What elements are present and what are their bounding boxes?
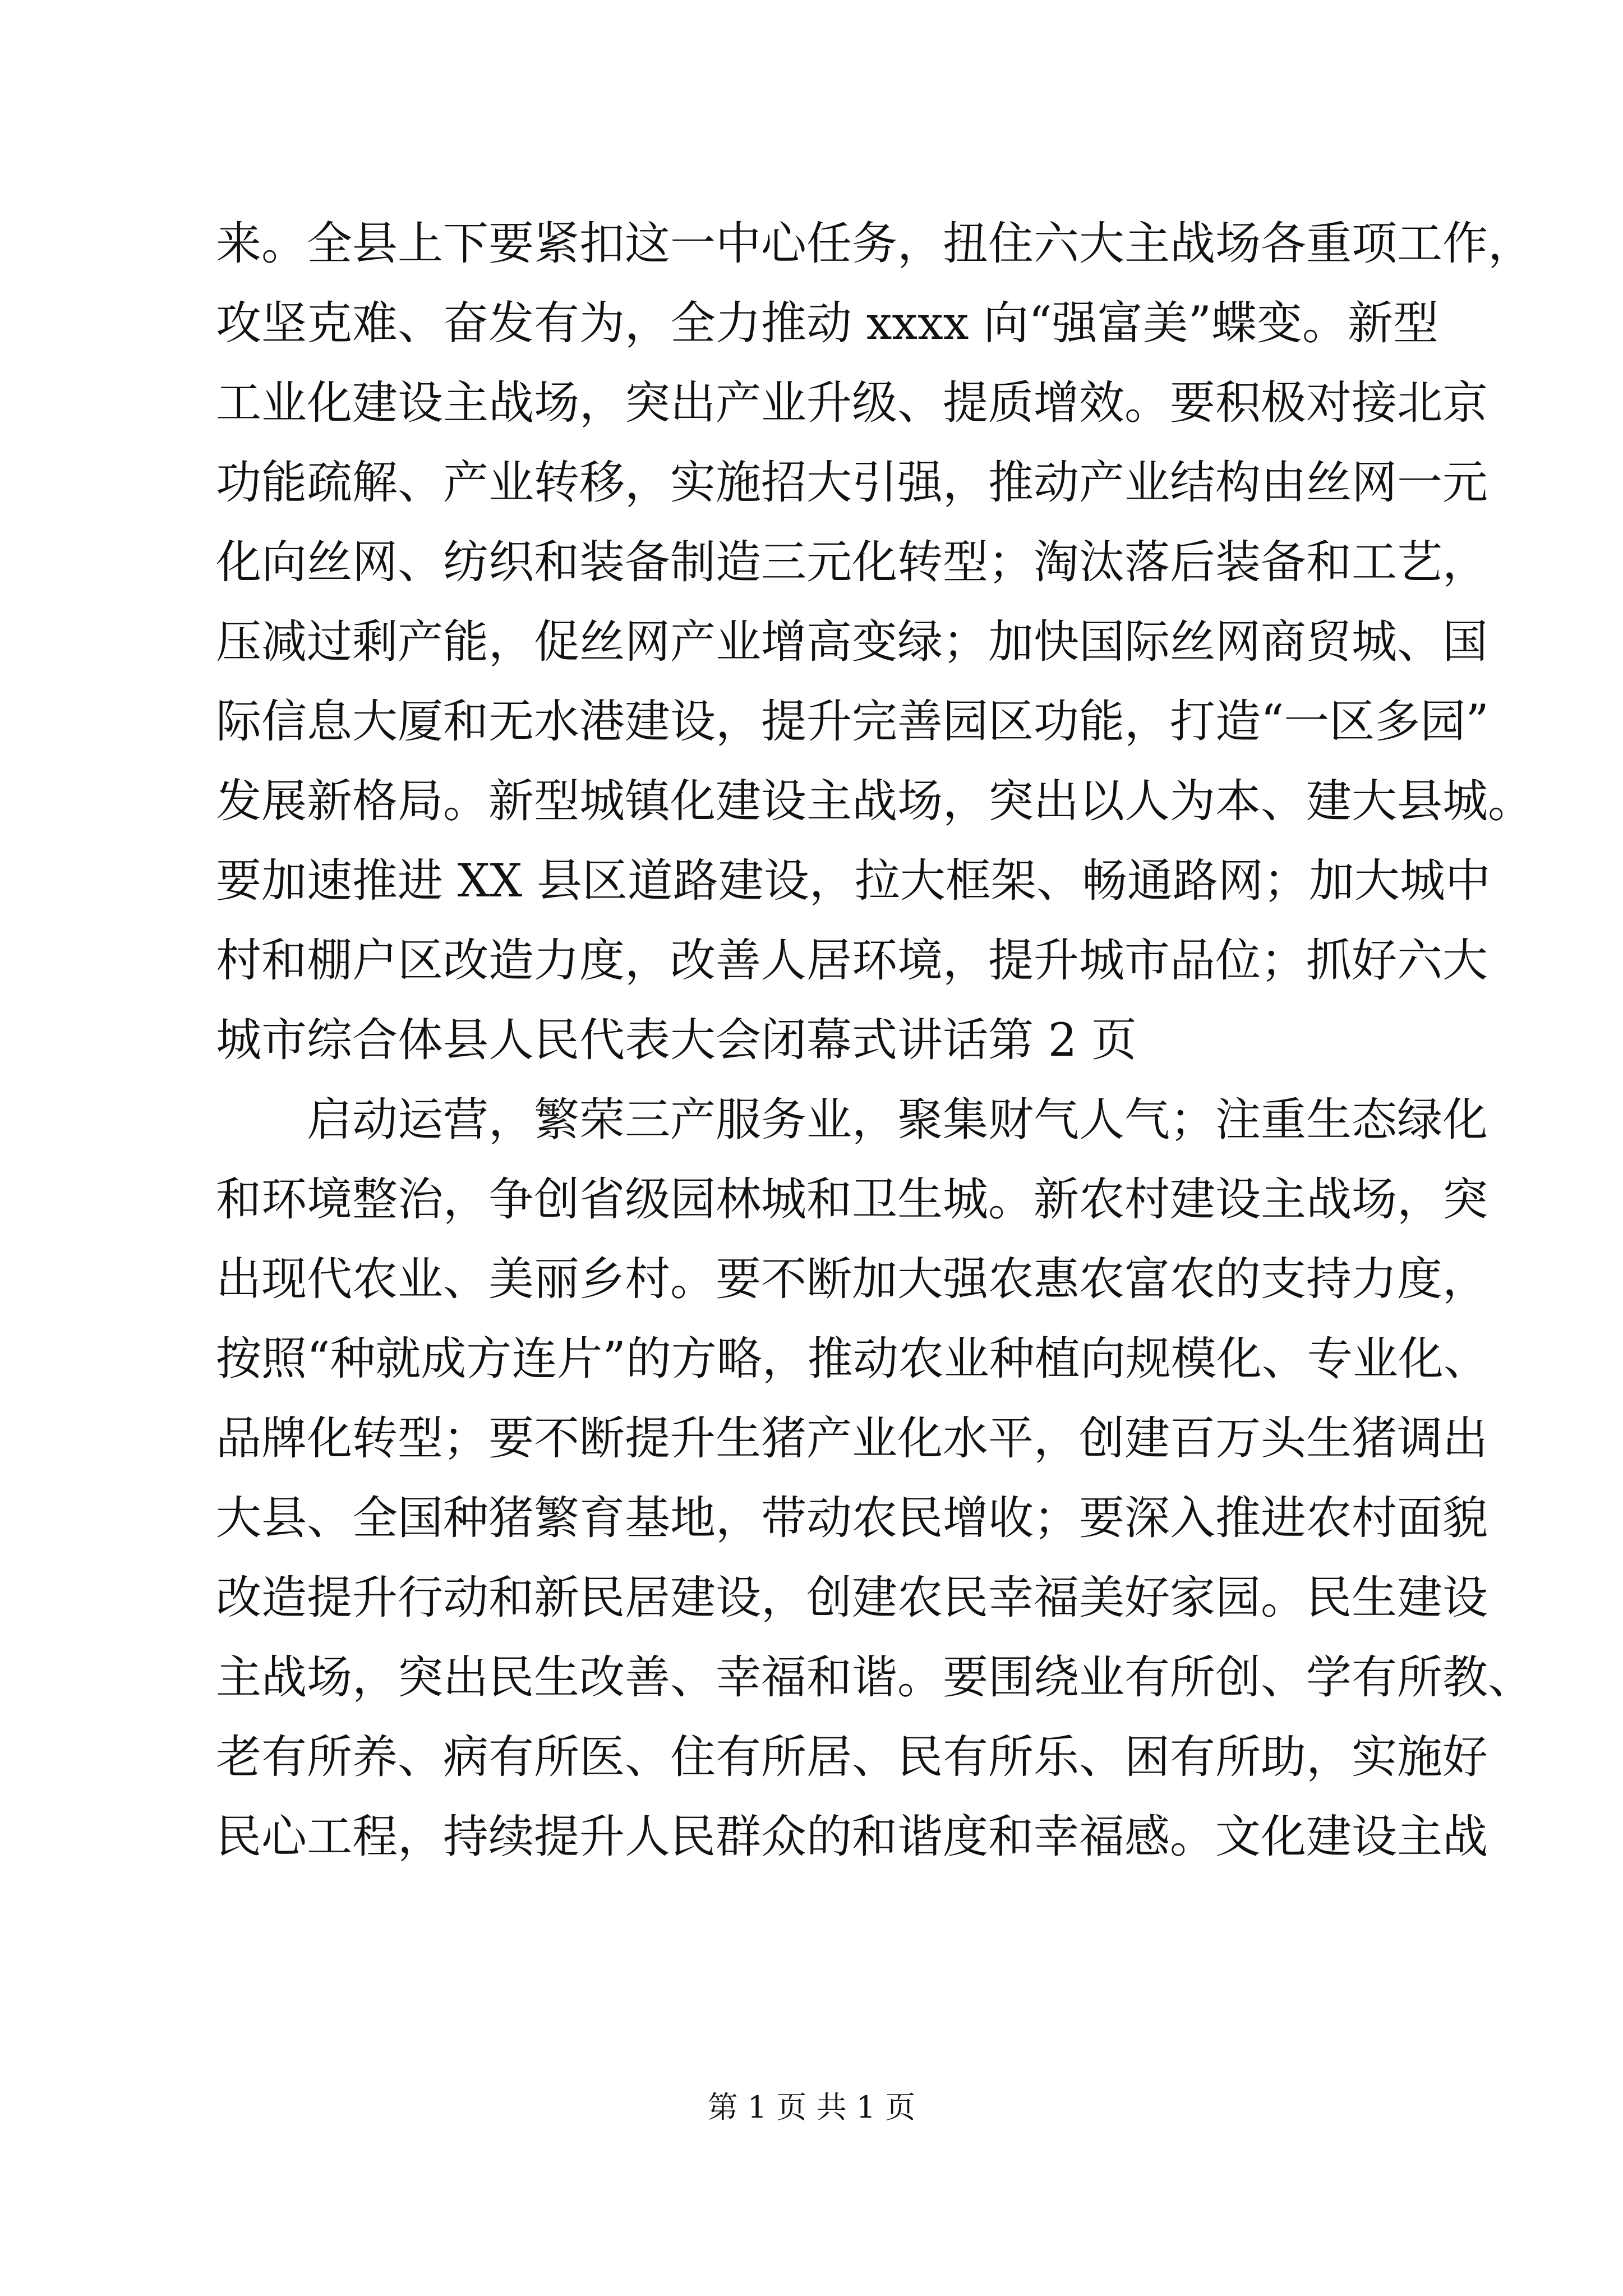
text-line: 城市综合体县人民代表大会闭幕式讲话第 2 页	[216, 1014, 1137, 1067]
text-line: 要加速推进 XX 县区道路建设，拉大框架、畅通路网；加大城中	[216, 855, 1491, 908]
text-line: 际信息大厦和无水港建设，提升完善园区功能，打造“一区多园”	[216, 696, 1489, 748]
text-line: 大县、全国种猪繁育基地，带动农民增收；要深入推进农村面貌	[216, 1492, 1488, 1545]
text-line: 功能疏解、产业转移，实施招大引强，推动产业结构由丝网一元	[216, 457, 1488, 509]
text-line: 村和棚户区改造力度，改善人居环境，提升城市品位；抓好六大	[216, 935, 1488, 987]
text-line: 民心工程，持续提升人民群众的和谐度和幸福感。文化建设主战	[216, 1811, 1488, 1864]
text-line: 工业化建设主战场，突出产业升级、提质增效。要积极对接北京	[216, 377, 1488, 430]
text-line: 攻坚克难、奋发有为，全力推动 xxxx 向“强富美”蝶变。新型	[216, 297, 1439, 350]
text-line: 品牌化转型；要不断提升生猪产业化水平，创建百万头生猪调出	[216, 1412, 1488, 1465]
text-line: 改造提升行动和新民居建设，创建农民幸福美好家园。民生建设	[216, 1572, 1488, 1625]
text-line: 压减过剩产能，促丝网产业增高变绿；加快国际丝网商贸城、国	[216, 616, 1488, 669]
text-line: 启动运营，繁荣三产服务业，聚集财气人气；注重生态绿化	[216, 1094, 1488, 1147]
text-line: 按照“种就成方连片”的方略，推动农业种植向规模化、专业化、	[216, 1333, 1489, 1386]
text-line: 来。全县上下要紧扣这一中心任务，扭住六大主战场各重项工作，	[216, 218, 1534, 270]
text-line: 老有所养、病有所医、住有所居、民有所乐、困有所助，实施好	[216, 1731, 1488, 1784]
text-line: 发展新格局。新型城镇化建设主战场，突出以人为本、建大县城。	[216, 775, 1534, 828]
text-line: 主战场，突出民生改善、幸福和谐。要围绕业有所创、学有所教、	[216, 1651, 1534, 1704]
page-footer: 第 1 页 共 1 页	[707, 2090, 916, 2125]
text-line: 化向丝网、纺织和装备制造三元化转型；淘汰落后装备和工艺，	[216, 536, 1488, 589]
text-line: 和环境整治，争创省级园林城和卫生城。新农村建设主战场，突	[216, 1174, 1488, 1226]
text-line: 出现代农业、美丽乡村。要不断加大强农惠农富农的支持力度，	[216, 1253, 1488, 1306]
